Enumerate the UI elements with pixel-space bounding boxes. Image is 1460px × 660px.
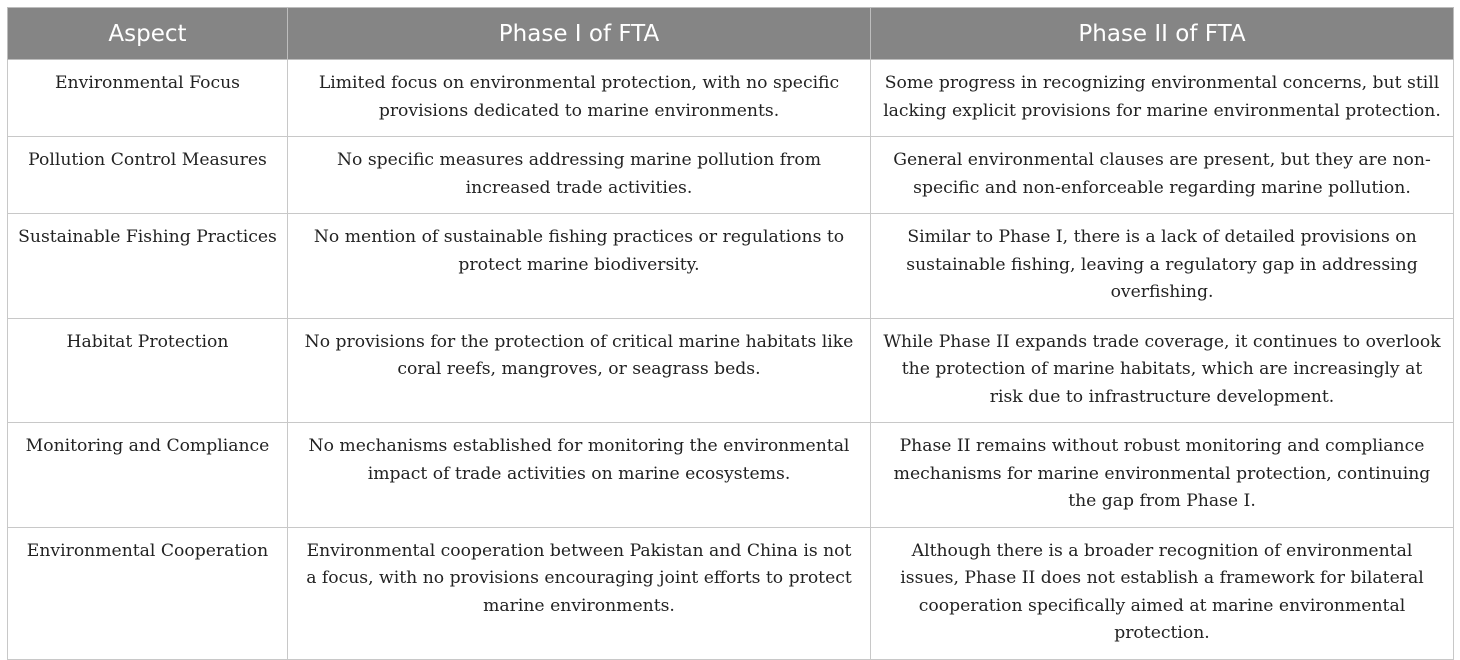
table-row [8,214,1454,319]
phase-1-cell: No mention of sustainable fishing practices or regulations to protect marine biodiversity. [288,214,871,319]
table-row [8,137,1454,214]
phase-1-cell: No specific measures addressing marine pollution from increased trade activities. [288,137,871,214]
table-row [8,60,1454,137]
phase-2-cell: Although there is a broader recognition of environmental issues, Phase II does not establish a framework for bilateral cooperation specifically aimed at marine environmental protection. [871,527,1454,659]
fta-comparison-table [7,7,1454,660]
table-row [8,527,1454,659]
phase-2-cell: While Phase II expands trade coverage, it continues to overlook the protection of marine habitats, which are increasingly at risk due to infrastructure development. [871,318,1454,423]
phase-1-cell: No provisions for the protection of critical marine habitats like coral reefs, mangroves, or seagrass beds. [288,318,871,423]
table-header [8,8,1454,60]
table-row [8,318,1454,423]
aspect-cell: Sustainable Fishing Practices [8,214,288,319]
phase-2-cell: Phase II remains without robust monitoring and compliance mechanisms for marine environmental protection, continuing the gap from Phase I. [871,423,1454,528]
aspect-cell: Pollution Control Measures [8,137,288,214]
phase-2-cell: Some progress in recognizing environmental concerns, but still lacking explicit provisions for marine environmental protection. [871,60,1454,137]
header-phase-1: Phase I of FTA [288,8,871,60]
phase-2-cell: Similar to Phase I, there is a lack of detailed provisions on sustainable fishing, leaving a regulatory gap in addressing overfishing. [871,214,1454,319]
phase-2-cell: General environmental clauses are present, but they are non-specific and non-enforceable regarding marine pollution. [871,137,1454,214]
aspect-cell: Monitoring and Compliance [8,423,288,528]
header-phase-2: Phase II of FTA [871,8,1454,60]
aspect-cell: Habitat Protection [8,318,288,423]
phase-1-cell: Limited focus on environmental protection, with no specific provisions dedicated to marine environments. [288,60,871,137]
phase-1-cell: No mechanisms established for monitoring the environmental impact of trade activities on marine ecosystems. [288,423,871,528]
table-row [8,423,1454,528]
phase-1-cell: Environmental cooperation between Pakistan and China is not a focus, with no provisions encouraging joint efforts to protect marine environments. [288,527,871,659]
header-row [8,8,1454,60]
aspect-cell: Environmental Cooperation [8,527,288,659]
table-body [8,60,1454,660]
header-aspect: Aspect [8,8,288,60]
aspect-cell: Environmental Focus [8,60,288,137]
comparison-table-container [7,7,1453,660]
